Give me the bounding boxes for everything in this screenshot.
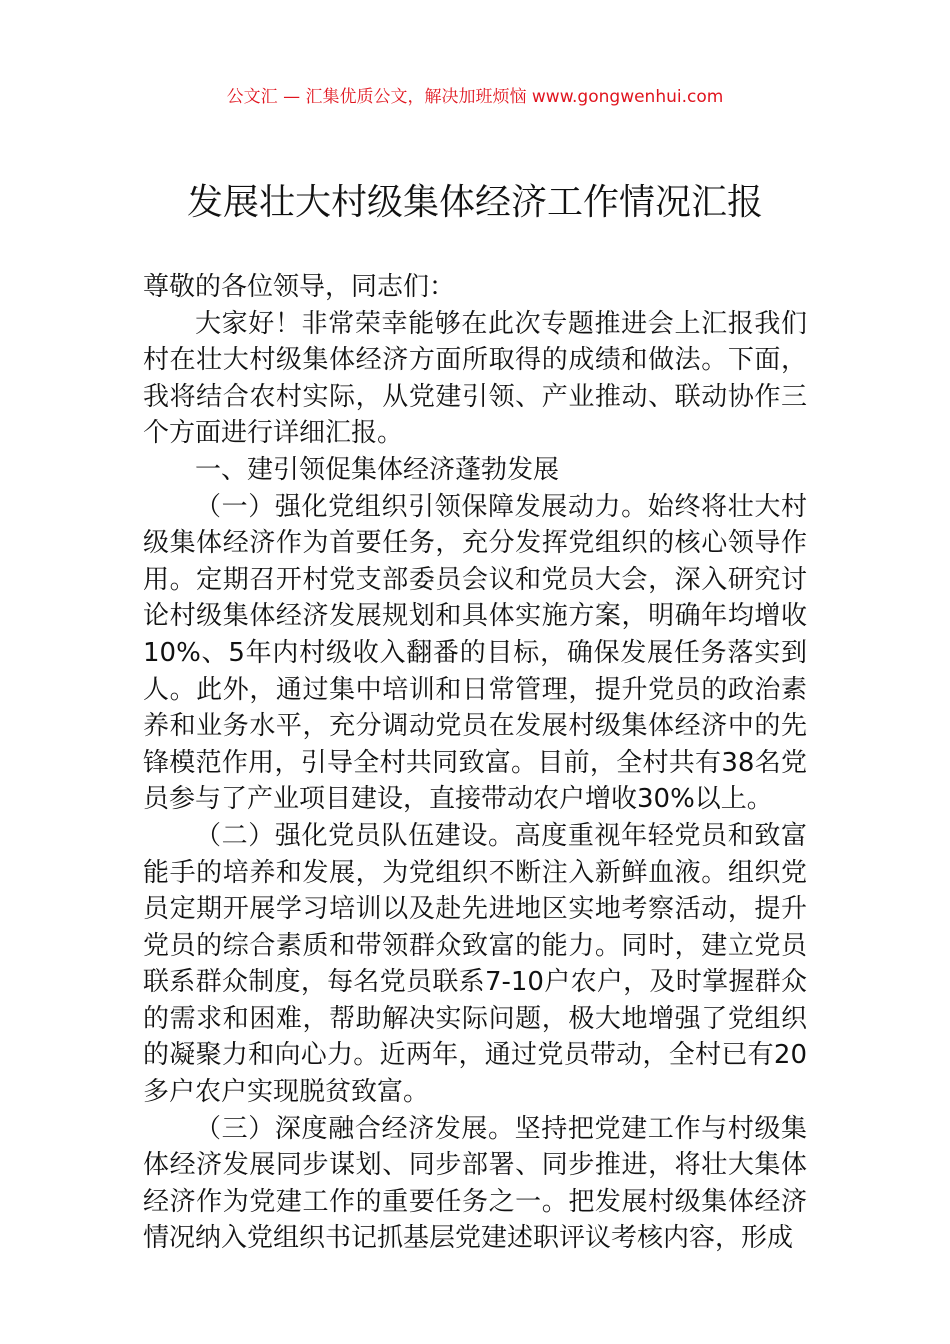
section-heading-1: 一、建引领促集体经济蓬勃发展 xyxy=(195,454,560,485)
paragraph-1-3: （三）深度融合经济发展。坚持把党建工作与村级集体经济发展同步谋划、同步部署、同步推进，将壮大集体经济作为党建工作的重要任务之一。把发展村级集体经济情况纳入党组织书记抓基层党建述职评议考核内容，形成 xyxy=(143,1113,807,1254)
document-title: 发展壮大村级集体经济工作情况汇报 xyxy=(186,182,763,223)
salutation: 尊敬的各位领导，同志们： xyxy=(143,272,456,302)
paragraph-1-2: （二）强化党员队伍建设。高度重视年轻党员和致富能手的培养和发展，为党组织不断注入新鲜血液。组织党员定期开展学习培训以及赴先进地区实地考察活动，提升党员的综合素质和带领群众致富的能力。同时，建立党员联系群众制度，每名党员联系7-10户农户，及时掌握群众的需求和困难，帮助解决实际问题，极大地增强了党组织的凝聚力和向心力。近两年，通过党员带动，全村已有20多户农户实现脱贫致富。 xyxy=(143,820,807,1108)
document-body xyxy=(143,269,807,1257)
paragraph-1-1: （一）强化党组织引领保障发展动力。始终将壮大村级集体经济作为首要任务，充分发挥党组织的核心领导作用。定期召开村党支部委员会议和党员大会，深入研究讨论村级集体经济发展规划和具体实施方案，明确年均增收10%、5年内村级收入翻番的目标，确保发展任务落实到人。此外，通过集中培训和日常管理，提升党员的政治素养和业务水平，充分调动党员在发展村级集体经济中的先锋模范作用，引导全村共同致富。目前，全村共有38名党员参与了产业项目建设，直接带动农户增收30%以上。 xyxy=(143,491,807,815)
paragraph-intro: 大家好！非常荣幸能够在此次专题推进会上汇报我们村在壮大村级集体经济方面所取得的成绩和做法。下面，我将结合农村实际，从党建引领、产业推动、联动协作三个方面进行详细汇报。 xyxy=(143,308,807,449)
site-banner: 公文汇 — 汇集优质公文，解决加班烦恼 www.gongwenhui.com xyxy=(226,87,724,107)
